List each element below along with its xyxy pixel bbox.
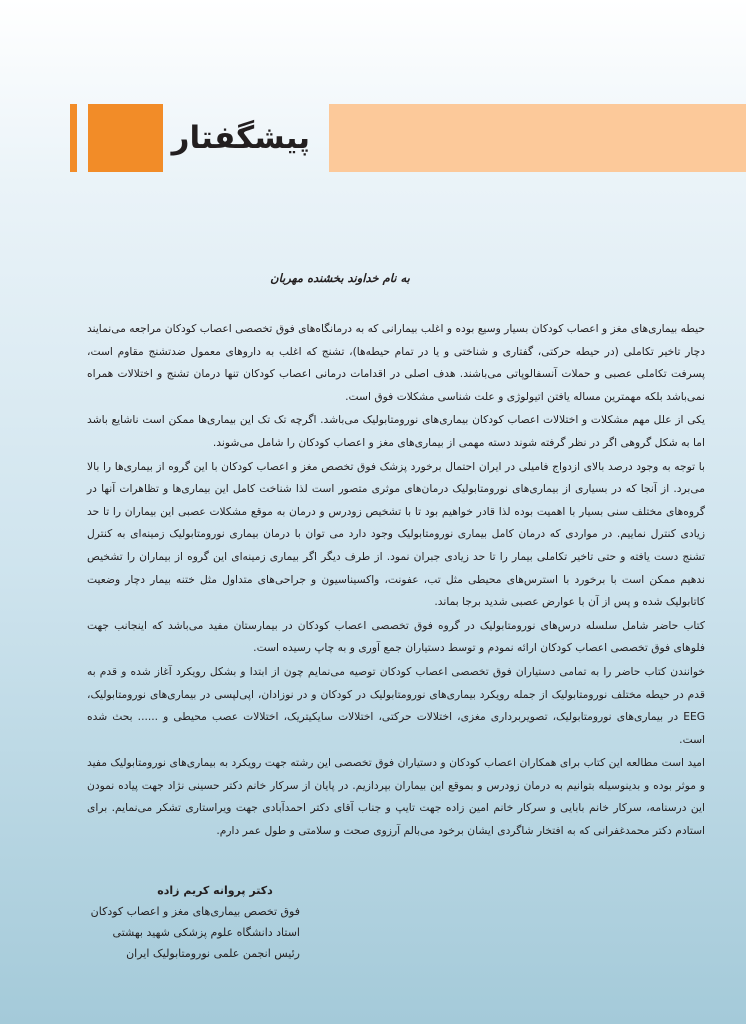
- paragraph: کتاب حاضر شامل سلسله درس‌های نورومتابولیک در گروه فوق تخصصی اعصاب کودکان در بیمارستان مفید می‌باشد که اینجانب جهت فلوهای فوق تخصصی اعصاب کودکان ارائه نمودم و توسط دستیاران جمع آوری و به چاپ رسیده است.: [87, 618, 705, 655]
- page-title: پیشگفتار: [171, 120, 310, 156]
- signature-line: استاد دانشگاه علوم پزشکی شهید بهشتی: [112, 926, 300, 939]
- title-band: [329, 104, 746, 172]
- signature-line: رئیس انجمن علمی نورومتابولیک ایران: [126, 947, 300, 960]
- signature: [90, 880, 300, 964]
- paragraph: یکی از علل مهم مشکلات و اختلالات اعصاب کودکان بیماری‌های نورومتابولیک می‌باشد. اگرچه تک تک این بیماری‌ها ممکن است ناشایع باشد اما به شکل گروهی اگر در نظر گرفته شوند دسته مهمی از بیماری‌های مغز و اعصاب کودکان را شامل می‌شوند.: [87, 413, 705, 449]
- paragraph: حیطه بیماری‌های مغز و اعصاب کودکان بسیار وسیع بوده و اغلب بیمارانی که به درمانگاه‌های فوق تخصصی اعصاب کودکان مراجعه می‌نمایند دچار تاخیر تکاملی (در حیطه حرکتی، گفتاری و شناختی و یا در تمام حیطه‌ها)، تشنج که اغلب به داروهای معمول ضدتشنج مقاوم است، پسرفت تکاملی عصبی و حملات آنسفالوپاتی می‌باشند. هدف اصلی در اقدامات درمانی اعصاب کودکان تنها درمان تشنج و اختلالات همراه نمی‌باشد بلکه مهمترین مساله یافتن اتیولوژی و علت شناسی مشکلات فوق است.: [87, 322, 705, 403]
- signature-name: دکتر پروانه کریم زاده: [157, 884, 273, 897]
- body-text: [87, 318, 705, 844]
- accent-bar-left: [70, 104, 77, 172]
- paragraph: خوانندن کتاب حاضر را به تمامی دستیاران فوق تخصصی اعصاب کودکان توصیه می‌نمایم چون از ابتدا و بشکل رویکرد آغاز شده و قدم به قدم در حیطه مختلف نورومتابولیک از جمله رویکرد بیماری‌های نورومتابولیک در کودکان و در نوزادان، اپی‌لپسی در بیماری‌های نورومتابولیک، EEG در بیماری‌های نورومتابولیک، تصویربرداری مغزی، اختلالات حرکتی، اختلالات سایکیتریک، اختلالات عصب محیطی و ...... بحث شده است.: [87, 664, 705, 746]
- paragraph: با توجه به وجود درصد بالای ازدواج فامیلی در ایران احتمال برخورد پزشک فوق تخصص مغز و اعصاب کودکان با این گروه از بیماری‌ها را بالا می‌برد. از آنجا که در بسیاری از بیماری‌های نورومتابولیک درمان‌های موثری متصور است لذا شناخت کامل این بیماری‌ها و تظاهرات آنها در گروه‌های مختلف سنی بسیار با اهمیت بوده لذا قادر خواهیم بود تا با تشخیص زودرس و درمان به موقع مشکلات عصبی این بیماران را تا حد زیادی کنترل نماییم. در مواردی که درمان کامل بیماری نورومتابولیک وجود دارد می توان با درمان بیماری نورومتابولیک زمینه‌ای به کنترل تشنج دست یافته و حتی تاخیر تکاملی بیمار را تا حد زیادی جبران نمود. از طرف دیگر اگر بیماری زمینه‌ای این گروه از بیماران را تشخیص ندهیم ممکن است با برخورد با استرس‌های محیطی مثل تب، عفونت، واکسیناسیون و جراحی‌های متداول مثل ختنه بیمار دچار وضعیت کاتابولیک شده و پس از آن با عوارض عصبی شدید برجا بماند.: [87, 459, 705, 609]
- signature-line: فوق تخصص بیماری‌های مغز و اعصاب کودکان: [90, 905, 300, 918]
- basmala: به نام خداوند بخشنده مهربان: [270, 271, 410, 285]
- paragraph: امید است مطالعه این کتاب برای همکاران اعصاب کودکان و دستیاران فوق تخصصی این رشته جهت رویکرد به بیماری‌های نورومتابولیک مفید و موثر بوده و بدینوسیله بتوانیم به درمان زودرس و بموقع این بیماران بپردازیم. در پایان از سرکار خانم دکتر حسینی نژاد جهت پیاده نمودن این درسنامه، سرکار خانم بابایی و سرکار خانم امین زاده جهت تایپ و جناب آقای دکتر احمدآبادی جهت ویراستاری تشکر می‌نمایم. برای استادم دکتر محمدغفرانی که به افتخار شاگردی ایشان برخود می‌بالم آرزوی صحت و سلامتی و طول عمر دارم.: [87, 756, 705, 838]
